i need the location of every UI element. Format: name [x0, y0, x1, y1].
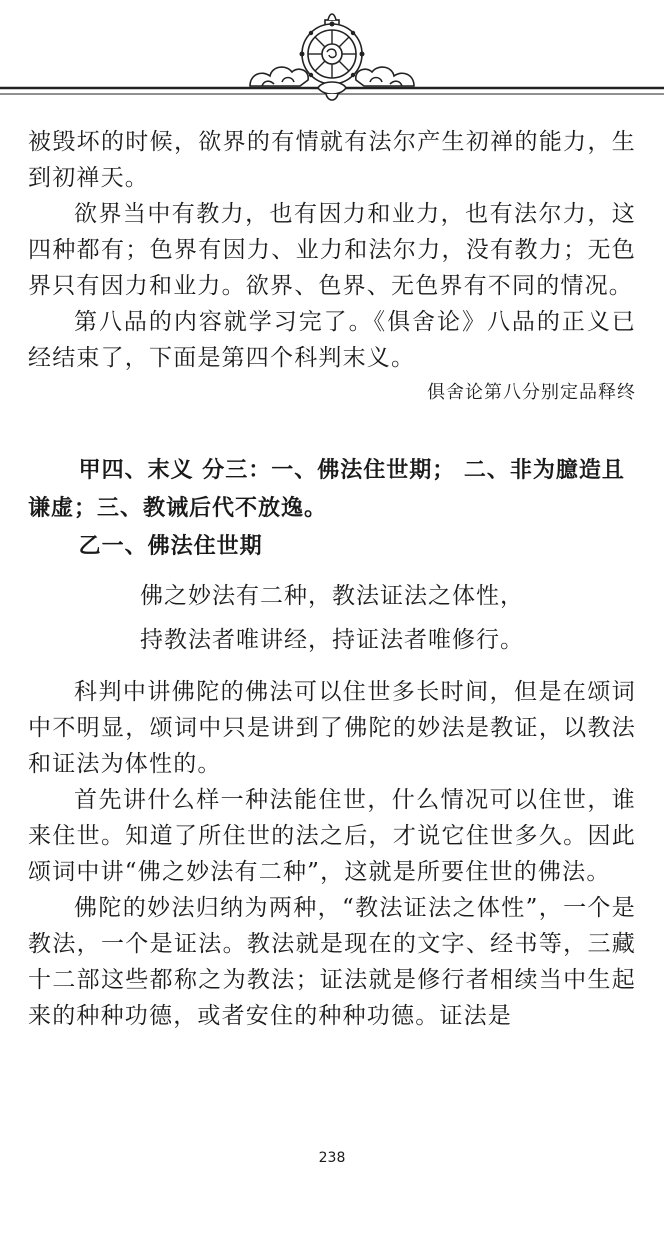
paragraph: 被毁坏的时候，欲界的有情就有法尔产生初禅的能力，生到初禅天。: [28, 129, 636, 191]
page-number: 238: [318, 1150, 346, 1166]
header-ornament: [0, 0, 664, 110]
page-content: [28, 124, 636, 1034]
paragraph: 佛陀的妙法归纳为两种，“教法证法之体性”，一个是教法，一个是证法。教法就是现在的文字、经书等，三藏十二部这些都称之为教法；证法就是修行者相续当中生起来的种种功德，或者安住的种种功德。证法是: [28, 895, 636, 1029]
paragraph: 首先讲什么样一种法能住世，什么情况可以住世，谁来住世。知道了所住世的法之后，才说它住世多久。因此颂词中讲“佛之妙法有二种”，这就是所要住世的佛法。: [28, 787, 636, 885]
paragraph: 欲界当中有教力，也有因力和业力，也有法尔力，这四种都有；色界有因力、业力和法尔力，没有教力；无色界只有因力和业力。欲界、色界、无色界有不同的情况。: [28, 201, 636, 299]
paragraph: 第八品的内容就学习完了。《俱舍论》八品的正义已经结束了，下面是第四个科判末义。: [28, 309, 636, 371]
section-heading: 甲四、末义 分三：一、佛法住世期； 二、非为臆造且谦虚；三、教诫后代不放逸。: [28, 458, 625, 521]
cloud-right-icon: [356, 67, 414, 86]
cloud-left-icon: [250, 67, 308, 86]
commentary: [28, 674, 636, 1034]
chapter-colophon: 俱舍论第八分别定品释终: [427, 382, 636, 403]
verse-line: 佛之妙法有二种，教法证法之体性，: [140, 583, 524, 609]
subsection-heading: 乙一、佛法住世期: [78, 534, 263, 559]
verse-line: 持教法者唯讲经，持证法者唯修行。: [140, 627, 524, 653]
paragraph: 科判中讲佛陀的佛法可以住世多长时间，但是在颂词中不明显，颂词中只是讲到了佛陀的妙法是教证，以教法和证法为体性的。: [28, 679, 636, 777]
verse-block: [28, 574, 636, 662]
